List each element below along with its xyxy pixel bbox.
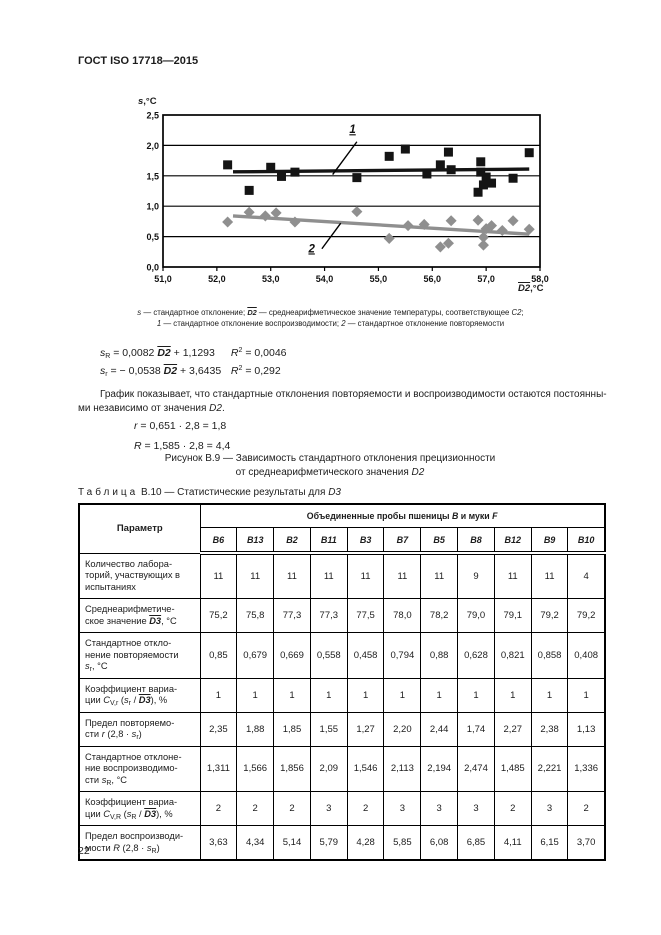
value-cell: 1: [347, 678, 384, 712]
value-cell: 3,70: [568, 826, 605, 861]
group-header-cell: Объединенные пробы пшеницы В и муки F: [200, 504, 605, 528]
legend-line-2: 1 — стандартное отклонение воспроизводимости; 2 — стандартное отклонение повторяемости: [156, 318, 505, 328]
value-cell: 1,566: [237, 746, 274, 792]
value-cell: 4,11: [494, 826, 531, 861]
table-title: Таблица В.10 — Статистические результаты для D3: [78, 487, 341, 498]
svg-text:54,0: 54,0: [315, 274, 334, 284]
body-paragraph: График показывает, что стандартные отклонения повторяемости и воспроизводимости остаются постоянны- ми независимо от значения D2.: [78, 389, 607, 414]
value-cell: 6,15: [531, 826, 568, 861]
table-row: [79, 792, 605, 826]
value-cell: 79,0: [458, 599, 495, 633]
table-row: [79, 633, 605, 679]
value-cell: 1,311: [200, 746, 237, 792]
value-cell: 79,2: [531, 599, 568, 633]
value-cell: 3: [421, 792, 458, 826]
value-cell: 77,3: [274, 599, 311, 633]
value-cell: 2: [237, 792, 274, 826]
r-squared-sr: $R^2 = 0,292$: [230, 365, 281, 377]
value-cell: 2: [347, 792, 384, 826]
row-label: Коэффициент вариа- ции $C_{V,R}$ $(s_R / D3)$, %: [79, 792, 200, 826]
value-cell: 79,1: [494, 599, 531, 633]
column-header-В11: В11: [310, 528, 347, 554]
value-cell: 3: [531, 792, 568, 826]
value-cell: 0,628: [458, 633, 495, 679]
value-cell: 0,679: [237, 633, 274, 679]
value-cell: 1: [384, 678, 421, 712]
figure-caption: [40, 452, 620, 480]
column-header-В5: В5: [421, 528, 458, 554]
value-cell: 75,2: [200, 599, 237, 633]
value-cell: 77,5: [347, 599, 384, 633]
value-cell: 1: [200, 678, 237, 712]
value-cell: 0,821: [494, 633, 531, 679]
value-cell: 11: [531, 553, 568, 599]
value-cell: 1,485: [494, 746, 531, 792]
svg-text:56,0: 56,0: [423, 274, 442, 284]
table-row: [79, 712, 605, 746]
value-cell: 11: [274, 553, 311, 599]
value-cell: 2,38: [531, 712, 568, 746]
table-row: [79, 599, 605, 633]
x-axis-title: D2,°С: [518, 283, 544, 294]
value-cell: 5,85: [384, 826, 421, 861]
equation-sr-line: [100, 344, 287, 362]
value-cell: 0,88: [421, 633, 458, 679]
svg-text:58,0: 58,0: [531, 274, 549, 284]
svg-text:55,0: 55,0: [369, 274, 388, 284]
value-cell: 1: [531, 678, 568, 712]
stats-table: [78, 503, 606, 861]
value-cell: 1,336: [568, 746, 605, 792]
value-cell: 5,14: [274, 826, 311, 861]
value-cell: 2,27: [494, 712, 531, 746]
value-cell: 1: [310, 678, 347, 712]
column-header-В9: В9: [531, 528, 568, 554]
table-row: [79, 553, 605, 599]
value-cell: 4,28: [347, 826, 384, 861]
value-cell: 2: [274, 792, 311, 826]
limit-formulas: [134, 417, 230, 456]
equation-sR: $s_R = 0,0082$ D2 + 1,1293: [100, 347, 215, 360]
value-cell: 2,194: [421, 746, 458, 792]
page-number: 22: [78, 845, 90, 857]
value-cell: 1,85: [274, 712, 311, 746]
table-row: [79, 826, 605, 861]
param-header-cell: Параметр: [79, 504, 200, 553]
value-cell: 0,794: [384, 633, 421, 679]
page-header: ГОСТ ISO 17718—2015: [78, 55, 199, 67]
value-cell: 11: [200, 553, 237, 599]
column-header-В8: В8: [458, 528, 495, 554]
svg-text:1,0: 1,0: [146, 201, 159, 212]
value-cell: 3,63: [200, 826, 237, 861]
value-cell: 2,474: [458, 746, 495, 792]
value-cell: 3: [384, 792, 421, 826]
value-cell: 9: [458, 553, 495, 599]
row-label: Коэффициент вариа- ции $C_{V,r}$ $(s_r / D3)$, %: [79, 678, 200, 712]
row-label: Стандартное откло- нение повторяемости $s_r$, °С: [79, 633, 200, 679]
value-cell: 4,34: [237, 826, 274, 861]
figure-caption-line-1: Рисунок В.9 — Зависимость стандартного отклонения прецизионности: [164, 453, 496, 464]
formula-R: R = 1,585 · 2,8 = 4,4: [134, 439, 231, 452]
svg-text:0,5: 0,5: [146, 232, 159, 243]
formula-r: r = 0,651 · 2,8 = 1,8: [134, 420, 227, 432]
value-cell: 77,3: [310, 599, 347, 633]
svg-text:1,5: 1,5: [146, 171, 159, 182]
column-header-В10: В10: [568, 528, 605, 554]
value-cell: 11: [384, 553, 421, 599]
svg-text:1: 1: [349, 124, 356, 137]
table-header-row-1: [79, 504, 605, 528]
value-cell: 0,858: [531, 633, 568, 679]
value-cell: 0,458: [347, 633, 384, 679]
column-header-В3: В3: [347, 528, 384, 554]
value-cell: 1: [568, 678, 605, 712]
precision-scatter-chart: [130, 93, 600, 293]
value-cell: 2,113: [384, 746, 421, 792]
value-cell: 11: [347, 553, 384, 599]
figure-b9: [130, 93, 600, 305]
r-squared-sR: $R^2 = 0,0046$: [230, 347, 287, 359]
equation-sr: $s_r$ = − 0,0538 D2 + 3,6435: [100, 365, 222, 378]
value-cell: 1: [494, 678, 531, 712]
value-cell: 2: [568, 792, 605, 826]
value-cell: 6,08: [421, 826, 458, 861]
value-cell: 79,2: [568, 599, 605, 633]
value-cell: 6,85: [458, 826, 495, 861]
value-cell: 2,221: [531, 746, 568, 792]
value-cell: 0,85: [200, 633, 237, 679]
svg-text:57,0: 57,0: [477, 274, 495, 284]
value-cell: 11: [421, 553, 458, 599]
table-row: [79, 746, 605, 792]
figure-caption-line-2: от среднеарифметического значения D2: [235, 467, 425, 478]
row-label: Предел повторяемо- сти r $(2,8 \cdot s_r)$: [79, 712, 200, 746]
value-cell: 2,09: [310, 746, 347, 792]
value-cell: 78,0: [384, 599, 421, 633]
value-cell: 0,669: [274, 633, 311, 679]
column-header-В6: В6: [200, 528, 237, 554]
svg-text:51,0: 51,0: [154, 274, 172, 284]
value-cell: 1,856: [274, 746, 311, 792]
column-header-В2: В2: [274, 528, 311, 554]
value-cell: 11: [310, 553, 347, 599]
value-cell: 1: [421, 678, 458, 712]
svg-text:52,0: 52,0: [208, 274, 226, 284]
svg-text:0,0: 0,0: [146, 262, 159, 273]
table-row: [79, 678, 605, 712]
row-label: Предел воспроизводи- мости R $(2,8 \cdot s_R)$: [79, 826, 200, 861]
value-cell: 1: [274, 678, 311, 712]
value-cell: 3: [310, 792, 347, 826]
legend-line-1: s — стандартное отклонение; D2 — среднеарифметическое значение температуры, соответствующее С2;: [137, 308, 524, 317]
value-cell: 1,88: [237, 712, 274, 746]
value-cell: 11: [237, 553, 274, 599]
value-cell: 1,13: [568, 712, 605, 746]
value-cell: 78,2: [421, 599, 458, 633]
value-cell: 75,8: [237, 599, 274, 633]
svg-text:53,0: 53,0: [261, 274, 280, 284]
value-cell: 2,35: [200, 712, 237, 746]
value-cell: 1,546: [347, 746, 384, 792]
value-cell: 0,558: [310, 633, 347, 679]
row-label: Среднеарифметиче- ское значение D3, °С: [79, 599, 200, 633]
regression-equations: [100, 344, 287, 380]
value-cell: 2: [200, 792, 237, 826]
row-label: Количество лабора- торий, участвующих в испытаниях: [79, 553, 200, 599]
equation-sr2-line: [100, 362, 287, 380]
svg-text:2: 2: [308, 243, 315, 256]
value-cell: 4: [568, 553, 605, 599]
value-cell: 5,79: [310, 826, 347, 861]
value-cell: 2,44: [421, 712, 458, 746]
value-cell: 1,55: [310, 712, 347, 746]
value-cell: 1,74: [458, 712, 495, 746]
row-label: Стандартное отклоне- ние воспроизводимо- сти $s_R$, °С: [79, 746, 200, 792]
svg-text:2,0: 2,0: [146, 140, 159, 151]
value-cell: 11: [494, 553, 531, 599]
value-cell: 2,20: [384, 712, 421, 746]
column-header-В13: В13: [237, 528, 274, 554]
figure-legend: [58, 308, 603, 329]
value-cell: 3: [458, 792, 495, 826]
value-cell: 0,408: [568, 633, 605, 679]
value-cell: 2: [494, 792, 531, 826]
value-cell: 1,27: [347, 712, 384, 746]
y-axis-title: s,°С: [138, 96, 157, 107]
value-cell: 1: [237, 678, 274, 712]
column-header-В7: В7: [384, 528, 421, 554]
column-header-В12: В12: [494, 528, 531, 554]
svg-text:2,5: 2,5: [146, 110, 159, 121]
value-cell: 1: [458, 678, 495, 712]
